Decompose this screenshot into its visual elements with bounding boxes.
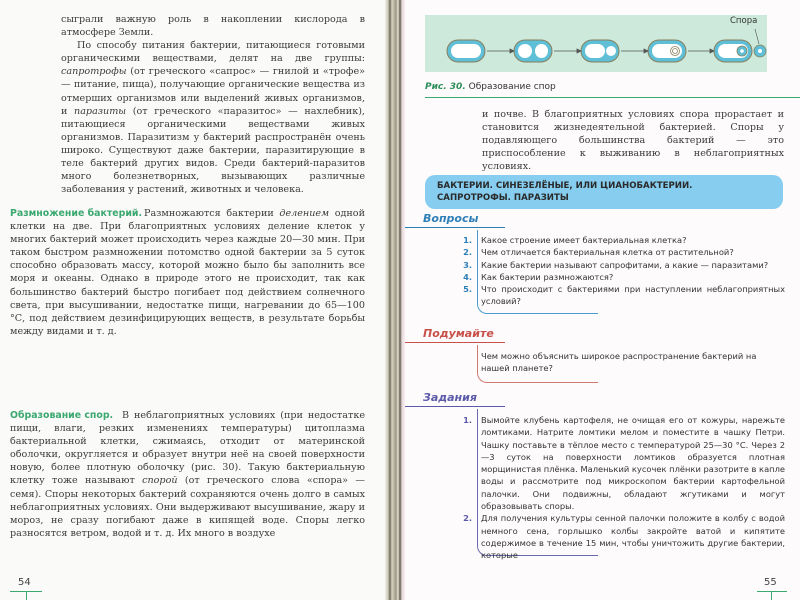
figure-caption xyxy=(425,82,556,92)
right-page xyxy=(405,0,800,600)
reproduction-paragraph xyxy=(10,207,365,338)
intro-paragraph xyxy=(61,13,365,196)
task-text: Для получения культуры сенной палочки положите в колбу с водой немного сена, горлышко колбы закройте ватой и кипятите содержимое в течение 15 мин, чтобы уничтожить другие бактерии, которые xyxy=(481,513,785,561)
figure-caption-text: Образование спор xyxy=(468,82,556,92)
topic-line-1: БАКТЕРИИ. СИНЕЗЕЛЁНЫЕ, ИЛИ ЦИАНОБАКТЕРИИ. xyxy=(437,181,693,191)
spore-diagram xyxy=(425,15,767,72)
task-text: Вымойте клубень картофеля, не очищая его от кожуры, нарежьте ломтиками. Натрите ломтики мелом и поместите в чашку Петри. Чашку поставьте в тёплое место с температурой 25—30 °С. Через 2—3 суток на поверхности ломтиков образуется плотная морщинистая плёнка. Маленький кусочек плёнки разотрите в капле воды и рассмотрите под микроскопом бактерии картофельной палочки. Они подвижны, обладают жгутиками и могут образовывать споры. xyxy=(481,415,785,512)
question-number: 4. xyxy=(463,271,472,282)
page-number-right: 55 xyxy=(764,577,777,588)
think-text: Чем можно объяснить широкое распространение бактерий на нашей планете? xyxy=(481,351,757,374)
spores-text-b: (от греческого слова «спора» — семя). Споры некоторых бактерий сохраняются очень долго в самых неблагоприятных условиях. Они выдерживают высушивание, жару и мороз, не сразу погибают даже в кипящей воде. Споры легко разносятся ветром, водой и т. д. Их много в воздухе xyxy=(10,475,365,539)
page-number-rule xyxy=(757,591,787,592)
task-item xyxy=(455,414,785,512)
question-text: Чем отличается бактериальная клетка от растительной? xyxy=(481,247,734,258)
tasks-list xyxy=(455,414,785,562)
spore-stage-5 xyxy=(737,46,747,56)
questions-title: Вопросы xyxy=(423,212,479,225)
spore-label: Спора xyxy=(730,16,758,26)
topic-line-2: САПРОТРОФЫ. ПАРАЗИТЫ xyxy=(437,193,569,203)
question-number: 1. xyxy=(463,235,472,245)
left-page xyxy=(0,0,385,600)
book-binding xyxy=(385,0,405,600)
figure-rule xyxy=(425,97,800,98)
figure-spore-formation xyxy=(425,15,767,72)
nutrition-text-a: По способу питания бактерии, питающиеся готовыми органическими веществами, делят на две группы: xyxy=(61,40,365,65)
question-text: Какие бактерии называют сапрофитами, а какие — паразитами? xyxy=(481,259,769,270)
spores-heading: Образование спор. xyxy=(10,410,114,421)
task-number: 2. xyxy=(463,513,472,524)
reproduction-heading: Размножение бактерий. xyxy=(10,208,143,219)
question-item xyxy=(455,271,785,283)
question-item xyxy=(455,259,785,271)
free-spore xyxy=(754,45,766,57)
term-spore: спорой xyxy=(142,475,178,487)
question-item xyxy=(455,283,785,308)
question-number: 5. xyxy=(463,284,472,295)
tasks-rule xyxy=(405,406,505,407)
term-saprotrophs: сапротрофы xyxy=(61,66,127,78)
nutrition-text-b: (от греческого «сапрос» — гнилой и «трофе» — питание, пища), получающие органические вещества из отмерших организмов или выделений живых организмов, и xyxy=(61,66,365,117)
reproduction-text-a: Размножаются бактерии xyxy=(144,208,280,219)
think-rule xyxy=(405,342,505,343)
term-division: делением xyxy=(279,208,330,219)
topic-summary-bar xyxy=(425,175,783,209)
questions-rule xyxy=(405,227,505,228)
question-text: Как бактерии размножаются? xyxy=(481,271,614,282)
question-item xyxy=(455,234,785,246)
continuation-paragraph: и почве. В благоприятных условиях спора прорастает и становится жизнедеятельной бактерией. Споры у подавляющего большинства бактерий — это приспособление к выживанию в неблагоприятных условиях. xyxy=(482,109,784,173)
nutrition-paragraph xyxy=(61,39,365,196)
spores-text-a: В неблагоприятных условиях (при недостатке пищи, влаги, резких изменениях температуры) цитоплазма бактериальной клетки, сжимаясь, отходит от материнской оболочки, округляется и образует внутри неё на своей поверхности новую, более плотную оболочку (рис. 30). Такую бактериальную клетку тоже называют xyxy=(10,410,365,487)
intro-text: сыграли важную роль в накоплении кислорода в атмосфере Земли. xyxy=(61,14,365,39)
spores-paragraph xyxy=(10,409,365,540)
page-number-tick xyxy=(26,592,27,600)
nutrition-text-c: (от греческого «паразитос» — нахлебник), питающиеся органическими веществами живых организмов. Паразитизм у бактерий распространён очень широко. Существуют даже бактерии, паразитирующие в теле бактерий других видов. Среди бактерий-паразитов много болезнетворных, вызывающих различные заболевания у растений, животных и человека. xyxy=(61,105,365,196)
reproduction-text-b: одной клетки на две. При благоприятных условиях деление клеток у многих бактерий может происходить через каждые 20—30 мин. При таком быстром размножении потомство одной бактерии за 5 суток способно образовать массу, которой можно было бы заполнить все моря и океаны. Однако в природе этого не происходит, так как большинство бактерий быстро погибает под действием солнечного света, при высушивании, недостатке пищи, нагревании до 65—100 °С, под действием дезинфицирующих веществ, в результате борьбы между видами и т. д. xyxy=(10,208,365,337)
task-number: 1. xyxy=(463,415,472,425)
term-parasites: паразиты xyxy=(74,105,127,117)
question-number: 2. xyxy=(463,247,472,258)
task-item xyxy=(455,512,785,561)
question-text: Что происходит с бактериями при наступлении неблагоприятных условий? xyxy=(481,284,785,307)
question-item xyxy=(455,246,785,258)
figure-caption-label: Рис. 30. xyxy=(425,82,466,92)
questions-list xyxy=(455,234,785,308)
think-title: Подумайте xyxy=(423,327,494,340)
page-number-left: 54 xyxy=(18,577,31,588)
page-number-tick xyxy=(771,592,772,600)
tasks-title: Задания xyxy=(423,391,477,404)
question-number: 3. xyxy=(463,259,472,270)
question-text: Какое строение имеет бактериальная клетка? xyxy=(481,235,687,245)
